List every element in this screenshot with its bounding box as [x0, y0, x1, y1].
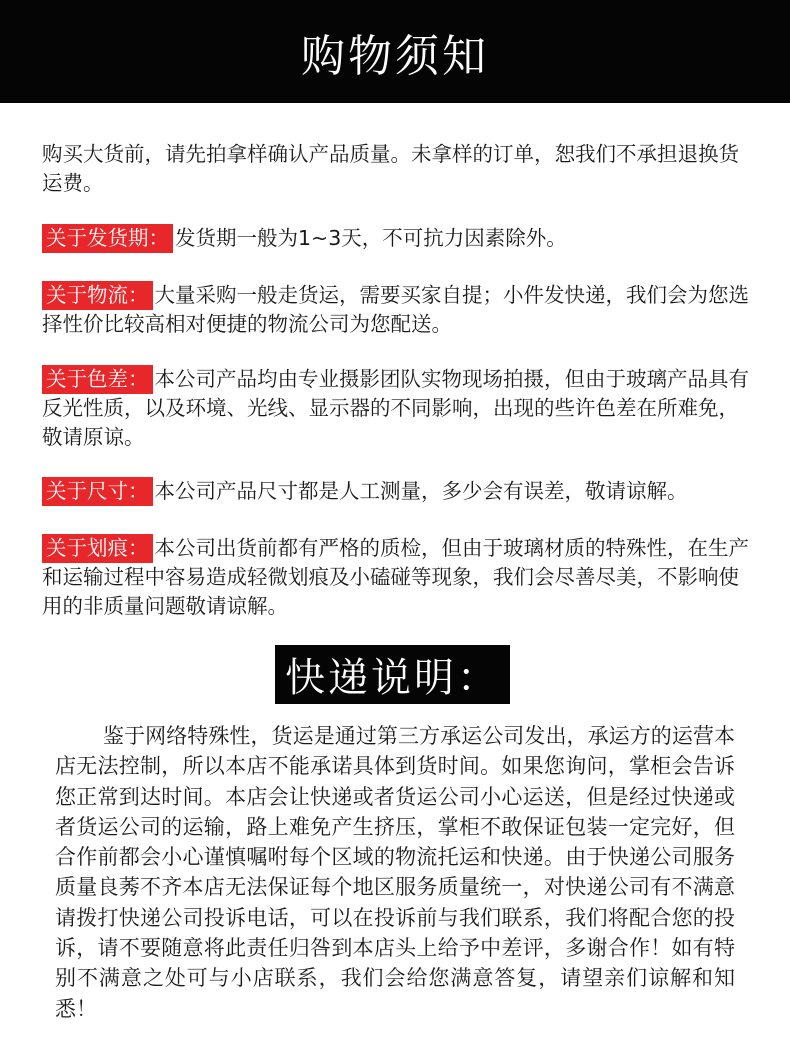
- notice-text: 发货期一般为1~3天，不可抗力因素除外。: [175, 226, 567, 250]
- notice-logistics: [42, 281, 757, 339]
- notice-scratches: [42, 534, 757, 621]
- notice-size: [42, 477, 757, 506]
- notice-color-difference: [42, 365, 757, 452]
- page-title: 购物须知: [301, 30, 489, 82]
- notice-tag: 关于发货期：: [42, 224, 173, 253]
- notice-text: 大量采购一般走货运，需要买家自提；小件发快递，我们会为您选择性价比较高相对便捷的物流公司为您配送。: [42, 283, 749, 336]
- notice-tag: 关于物流：: [42, 281, 153, 310]
- header-bar: [0, 0, 790, 103]
- express-section-header: [275, 645, 510, 704]
- notice-tag: 关于色差：: [42, 365, 153, 394]
- notice-text: 本公司出货前都有严格的质检，但由于玻璃材质的特殊性，在生产和运输过程中容易造成轻微划痕及小磕碰等现象，我们会尽善尽美，不影响使用的非质量问题敬请谅解。: [42, 536, 749, 618]
- express-paragraph: [55, 721, 735, 1024]
- notice-tag: 关于划痕：: [42, 534, 153, 563]
- express-title: 快递说明：: [285, 655, 500, 701]
- intro-text: 购买大货前，请先拍拿样确认产品质量。未拿样的订单，恕我们不承担退换货运费。: [42, 142, 739, 195]
- intro-paragraph: [42, 140, 757, 198]
- notice-tag: 关于尺寸：: [42, 477, 153, 506]
- notice-text: 本公司产品均由专业摄影团队实物现场拍摄，但由于玻璃产品具有反光性质，以及环境、光线、显示器的不同影响，出现的些许色差在所难免，敬请原谅。: [42, 367, 749, 449]
- express-text: 鉴于网络特殊性，货运是通过第三方承运公司发出，承运方的运营本店无法控制，所以本店不能承诺具体到货时间。如果您询问，掌柜会告诉您正常到达时间。本店会让快递或者货运公司小心运送，但是经过快递或者货运公司的运输，路上难免产生挤压，掌柜不敢保证包装一定完好，但合作前都会小心谨慎嘱咐每个区域的物流托运和快递。由于快递公司服务质量良莠不齐本店无法保证每个地区服务质量统一，对快递公司有不满意请拨打快递公司投诉电话，可以在投诉前与我们联系，我们将配合您的投诉，请不要随意将此责任归咎到本店头上给予中差评，多谢合作！如有特别不满意之处可与小店联系，我们会给您满意答复，请望亲们谅解和知悉！: [55, 724, 735, 1021]
- notice-text: 本公司产品尺寸都是人工测量，多少会有误差，敬请谅解。: [154, 479, 688, 503]
- notice-shipping-period: [42, 224, 757, 253]
